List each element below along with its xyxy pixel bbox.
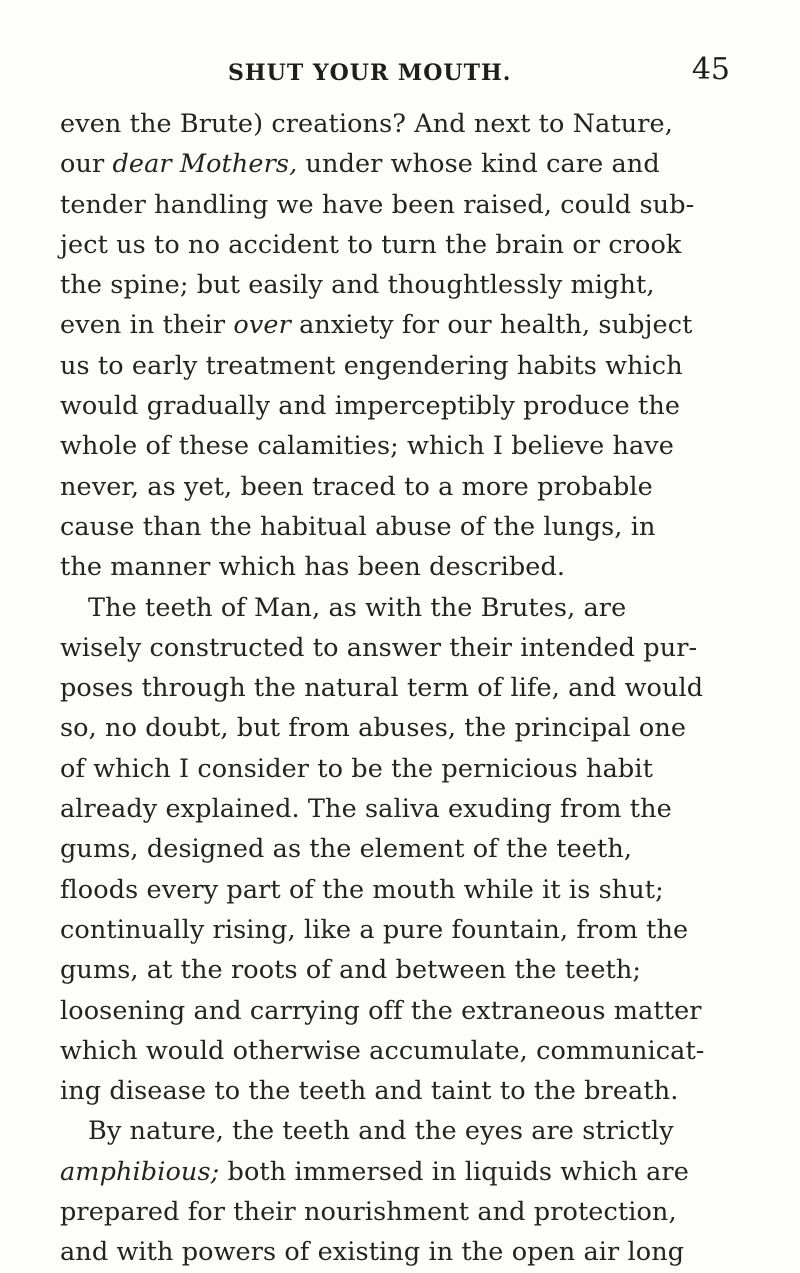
text-segment: our (60, 149, 113, 180)
page-number: 45 (691, 52, 730, 87)
text-segment: wisely constructed to answer their intended pur- (60, 632, 698, 663)
text-line (60, 1232, 730, 1272)
italic-text: over (233, 310, 291, 341)
text-segment: floods every part of the mouth while it is shut; (60, 874, 664, 905)
text-segment: so, no doubt, but from abuses, the principal one (60, 713, 687, 744)
text-segment: even the Brute) creations? And next to Nature, (60, 109, 673, 139)
text-segment: anxiety for our health, subject (290, 310, 693, 341)
text-segment: continually rising, like a pure fountain, from the (60, 914, 689, 945)
text-line (60, 1192, 730, 1232)
text-segment: the spine; but easily and thoughtlessly might, (60, 270, 655, 301)
text-line (60, 870, 730, 910)
text-segment: would gradually and imperceptibly produce the (60, 391, 681, 422)
text-segment: of which I consider to be the pernicious habit (60, 753, 653, 784)
text-line (60, 305, 730, 345)
text-line (60, 1152, 730, 1192)
text-segment: under whose kind care and (297, 149, 660, 180)
text-segment: gums, designed as the element of the teeth, (60, 834, 633, 865)
text-line (60, 991, 730, 1031)
text-segment: already explained. The saliva exuding from the (60, 794, 672, 825)
text-segment: which would otherwise accumulate, communicat- (60, 1035, 705, 1066)
text-segment: tender handling we have been raised, could sub- (60, 189, 695, 220)
text-line (60, 910, 730, 950)
text-segment: cause than the habitual abuse of the lungs, in (60, 511, 656, 542)
text-line (60, 467, 730, 507)
italic-text: amphibious; (60, 1156, 220, 1187)
page-header (60, 52, 730, 92)
text-line (60, 507, 730, 547)
text-segment: prepared for their nourishment and protection, (60, 1197, 677, 1228)
text-line (60, 547, 730, 587)
running-head: SHUT YOUR MOUTH. (228, 60, 512, 86)
text-segment: us to early treatment engendering habits which (60, 350, 683, 381)
text-line (60, 426, 730, 466)
text-line (60, 829, 730, 869)
text-line (60, 265, 730, 305)
text-line (60, 104, 730, 144)
text-segment: and with powers of existing in the open air long (60, 1237, 685, 1268)
text-segment: gums, at the roots of and between the teeth; (60, 955, 642, 986)
text-segment: even in their (60, 310, 234, 341)
text-line (60, 950, 730, 990)
text-segment: ject us to no accident to turn the brain or crook (60, 229, 682, 260)
text-segment: poses through the natural term of life, and would (60, 673, 704, 704)
text-line (60, 1031, 730, 1071)
text-line (60, 144, 730, 184)
text-line (60, 185, 730, 225)
text-line (60, 668, 730, 708)
text-segment: ing disease to the teeth and taint to the breath. (60, 1076, 679, 1107)
text-line (60, 1111, 730, 1151)
text-segment: The teeth of Man, as with the Brutes, are (88, 592, 627, 623)
text-line (60, 1071, 730, 1111)
text-line (60, 749, 730, 789)
italic-text: dear Mothers, (112, 149, 298, 180)
text-line (60, 346, 730, 386)
text-segment: never, as yet, been traced to a more probable (60, 471, 653, 502)
text-segment: whole of these calamities; which I believe have (60, 431, 674, 462)
text-segment: the manner which has been described. (60, 552, 566, 583)
text-line (60, 789, 730, 829)
text-segment: both immersed in liquids which are (219, 1156, 689, 1187)
text-line (60, 386, 730, 426)
text-segment: loosening and carrying off the extraneous matter (60, 995, 702, 1026)
body-text (60, 104, 730, 1273)
text-line (60, 588, 730, 628)
text-segment: By nature, the teeth and the eyes are strictly (88, 1116, 674, 1147)
text-line (60, 628, 730, 668)
text-line (60, 225, 730, 265)
text-line (60, 708, 730, 748)
